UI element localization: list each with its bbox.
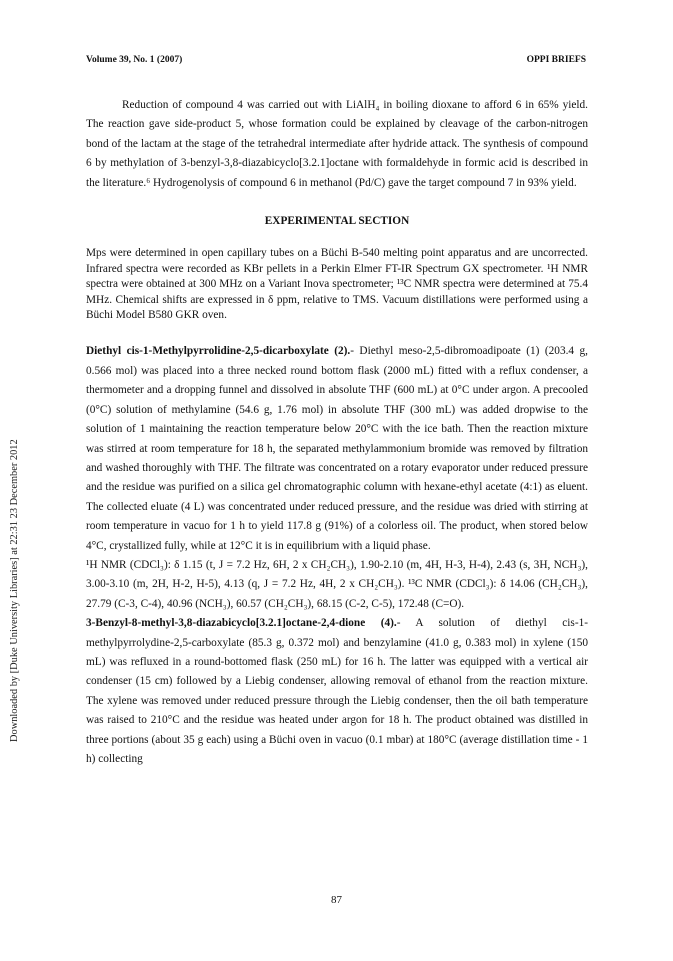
download-watermark: Downloaded by [Duke University Libraries] at 22:31 23 December 2012	[9, 439, 20, 742]
compound-2-nmr: ¹H NMR (CDCl₃): δ 1.15 (t, J = 7.2 Hz, 6H, 2 x CH₂CH₃), 1.90-2.10 (m, 4H, H-3, H-4), 2.43 (s, 3H, NCH₃), 3.00-3.10 (m, 2H, H-2, H-5), 4.13 (q, J = 7.2 Hz, 4H, 2 x CH₂CH₃). ¹³C NMR (CDCl₃): δ 14.06 (CH₂CH₃), 27.79 (C-3, C-4), 40.96 (NCH₃), 60.57 (CH₂CH₃), 68.15 (C-2, C-5), 172.48 (C=O).	[86, 558, 588, 610]
section-heading: EXPERIMENTAL SECTION	[264, 215, 410, 228]
running-header	[86, 55, 586, 69]
compound-2-title: Diethyl cis-1-Methylpyrrolidine-2,5-dicarboxylate (2).	[86, 345, 351, 358]
general-methods-paragraph: Mps were determined in open capillary tubes on a Büchi B-540 melting point apparatus and are uncorrected. Infrared spectra were recorded as KBr pellets in a Perkin Elmer FT-IR Spectrum GX spectrometer. ¹H NMR spectra were obtained at 300 MHz on a Variant Inova spectrometer; ¹³C NMR spectra were determined at 75.4 MHz. Chemical shifts are expressed in δ ppm, relative to TMS. Vacuum distillations were performed using a Büchi Model B580 GKR oven.	[86, 247, 588, 322]
page-body	[86, 96, 588, 769]
page-number: 87	[331, 894, 342, 906]
intro-paragraph: Reduction of compound 4 was carried out with LiAlH₄ in boiling dioxane to afford 6 in 65% yield. The reaction gave side-product 5, whose formation could be explained by cleavage of the carbon-nitrogen bond of the lactam at the stage of the tetrahedral intermediate after hydride attack. The synthesis of compound 6 by methylation of 3-benzyl-3,8-diazabicyclo[3.2.1]octane with formaldehyde in formic acid is described in the literature.⁶ Hydrogenolysis of compound 6 in methanol (Pd/C) gave the target compound 7 in 93% yield.	[86, 99, 588, 189]
compound-4-procedure: - A solution of diethyl cis-1-methylpyrrolydine-2,5-carboxylate (85.3 g, 0.372 mol) and benzylamine (41.0 g, 0.383 mol) in xylene (150 mL) was refluxed in a round-bottomed flask (250 mL) for 16 h. The latter was equipped with a vertical air condenser (15 cm) followed by a Liebig condenser, allowing removal of ethanol from the reaction mixture. The xylene was removed under reduced pressure through the Liebig condenser, then the oil bath temperature was raised to 210°C and the residue was heated under argon for 18 h. The product obtained was distilled in three portions (about 35 g each) using a Büchi oven in vacuo (0.1 mbar) at 180°C (average distillation time - 1 h) collecting	[86, 617, 588, 765]
compound-4-title: 3-Benzyl-8-methyl-3,8-diazabicyclo[3.2.1]octane-2,4-dione (4).	[86, 617, 397, 630]
compound-4-paragraph	[86, 614, 588, 769]
section-label: OPPI BRIEFS	[526, 55, 586, 65]
compound-2-paragraph	[86, 342, 588, 555]
compound-2-procedure: - Diethyl meso-2,5-dibromoadipoate (1) (203.4 g, 0.566 mol) was placed into a three necked round bottom flask (2000 mL) fitted with a reflux condenser, a thermometer and a dropping funnel and dissolved in absolute THF (600 mL) at 0°C under argon. A precooled (0°C) solution of methylamine (54.6 g, 1.76 mol) in absolute THF (300 mL) was added dropwise to the solution of 1 maintaining the reaction temperature below 20°C with the ice bath. Then the reaction mixture was stirred at room temperature for 18 h, the separated methylammonium bromide was removed by filtration and washed thoroughly with THF. The filtrate was concentrated on a rotary evaporator under reduced pressure and the residue was purified on a silica gel chromatographic column with hexane-ethyl acetate (4:1) as eluent. The collected eluate (4 L) was concentrated under reduced pressure, and the residue was dried with stirring at room temperature in vacuo for 1 h to yield 117.8 g (91%) of a colorless oil. The product, when stored below 4°C, crystallized fully, while at 12°C it is in equilibrium with a liquid phase.	[86, 345, 588, 552]
journal-volume: Volume 39, No. 1 (2007)	[86, 55, 183, 65]
